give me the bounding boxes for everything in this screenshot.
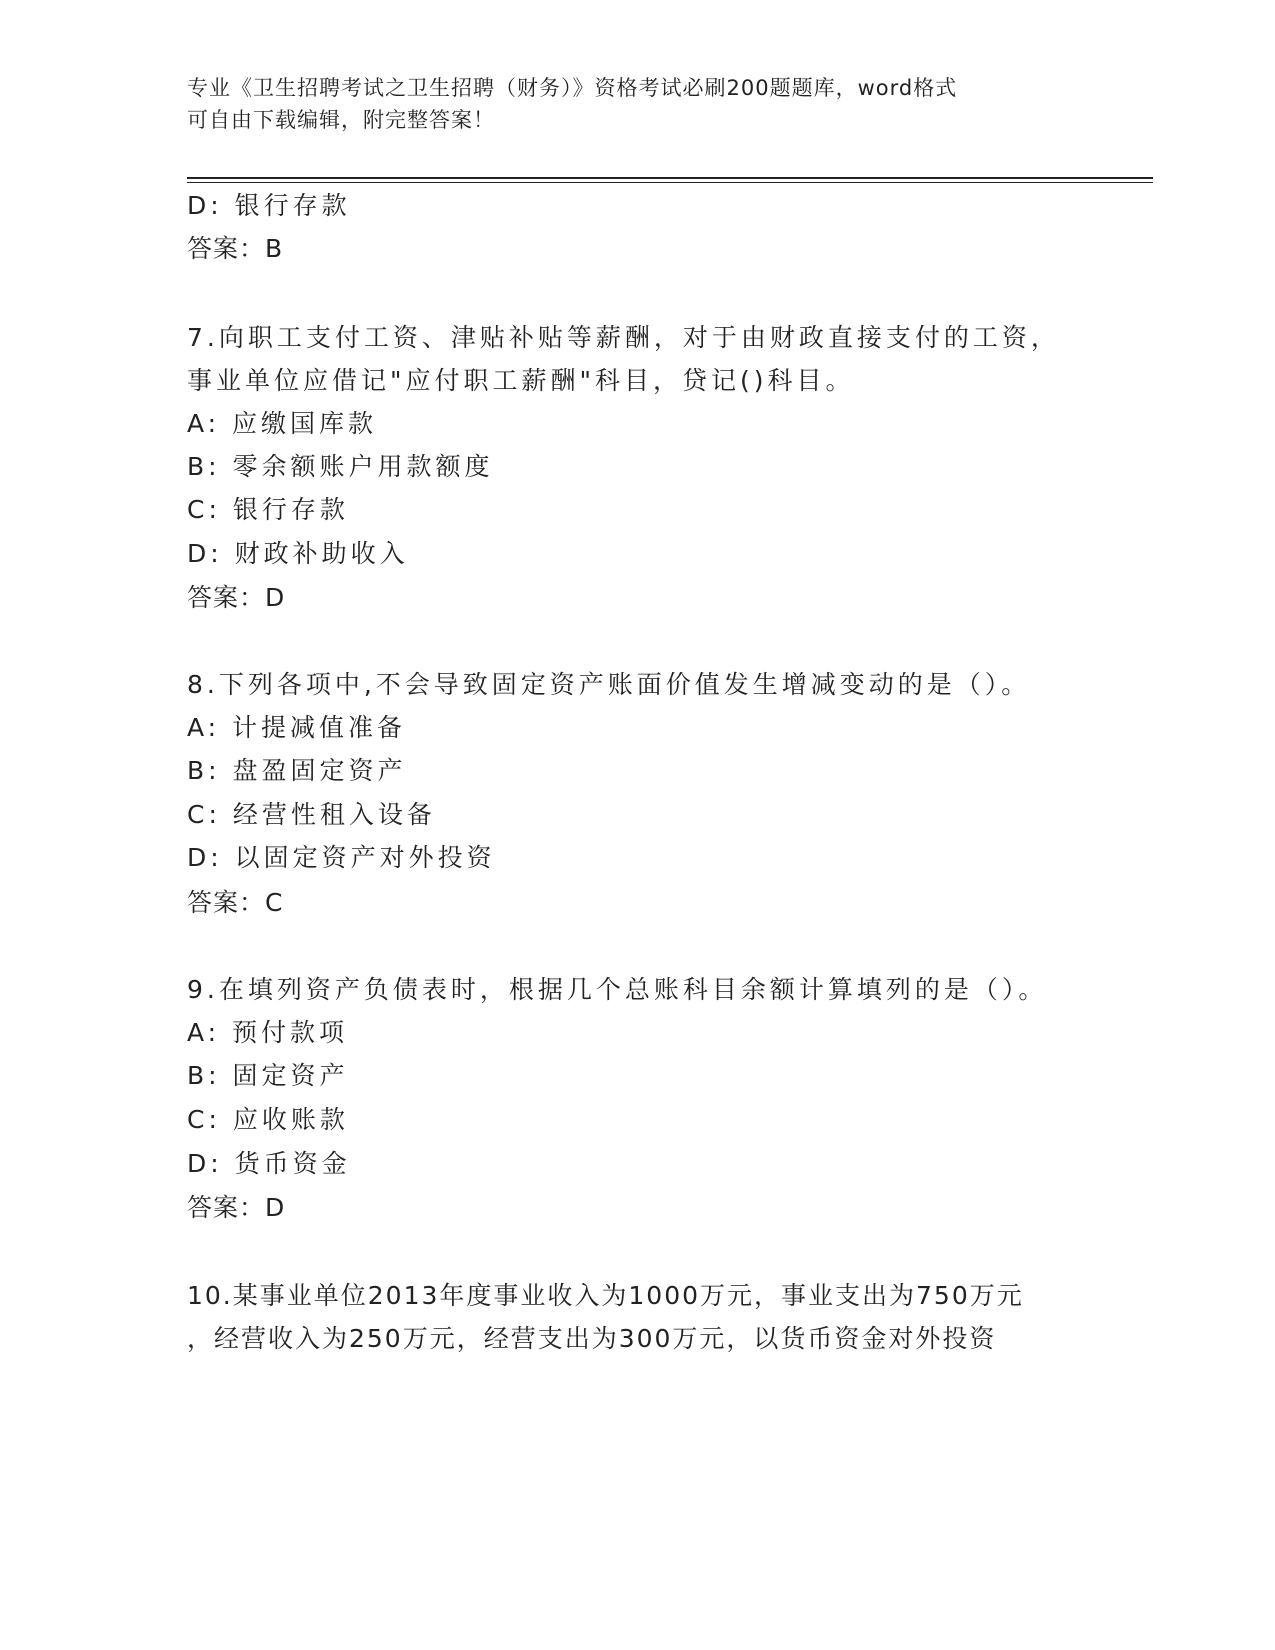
q7-stem-line-2: 事业单位应借记"应付职工薪酬"科目，贷记()科目。: [187, 366, 855, 395]
header-rule-thin: [187, 182, 1153, 183]
q8-option-a: A: 计提减值准备: [187, 713, 407, 742]
q10-stem-line-2: ，经营收入为250万元，经营支出为300万元，以货币资金对外投资: [187, 1324, 997, 1353]
q9-option-b: B: 固定资产: [187, 1061, 349, 1090]
header-line-1: 专业《卫生招聘考试之卫生招聘（财务）》资格考试必刷200题题库，word格式: [187, 76, 958, 100]
header-line-2: 可自由下载编辑，附完整答案！: [187, 108, 495, 132]
q9-answer: 答案：D: [187, 1193, 286, 1222]
document-header: [187, 72, 1067, 136]
q10-stem-line-1: 10.某事业单位2013年度事业收入为1000万元，事业支出为750万元: [187, 1281, 1024, 1310]
q7-stem-line-1: 7.向职工支付工资、津贴补贴等薪酬，对于由财政直接支付的工资，: [187, 323, 1060, 352]
q7-option-d: D: 财政补助收入: [187, 539, 409, 568]
q8-option-b: B: 盘盈固定资产: [187, 756, 407, 785]
q7-option-b: B: 零余额账户用款额度: [187, 452, 494, 481]
q9-option-d: D: 货币资金: [187, 1149, 351, 1178]
prev-answer: 答案：B: [187, 234, 284, 263]
q7-option-a: A: 应缴国库款: [187, 409, 378, 438]
q8-option-d: D: 以固定资产对外投资: [187, 843, 496, 872]
q8-stem-line-1: 8.下列各项中,不会导致固定资产账面价值发生增减变动的是（）。: [187, 670, 1031, 699]
q9-option-c: C: 应收账款: [187, 1105, 349, 1134]
header-rule-thick: [187, 177, 1153, 179]
q7-answer: 答案：D: [187, 583, 286, 612]
q7-option-c: C: 银行存款: [187, 495, 349, 524]
q8-option-c: C: 经营性租入设备: [187, 800, 436, 829]
prev-option-d: D: 银行存款: [187, 191, 351, 220]
q9-option-a: A: 预付款项: [187, 1018, 349, 1047]
q8-answer: 答案：C: [187, 888, 284, 917]
q9-stem-line-1: 9.在填列资产负债表时，根据几个总账科目余额计算填列的是（）。: [187, 975, 1048, 1004]
